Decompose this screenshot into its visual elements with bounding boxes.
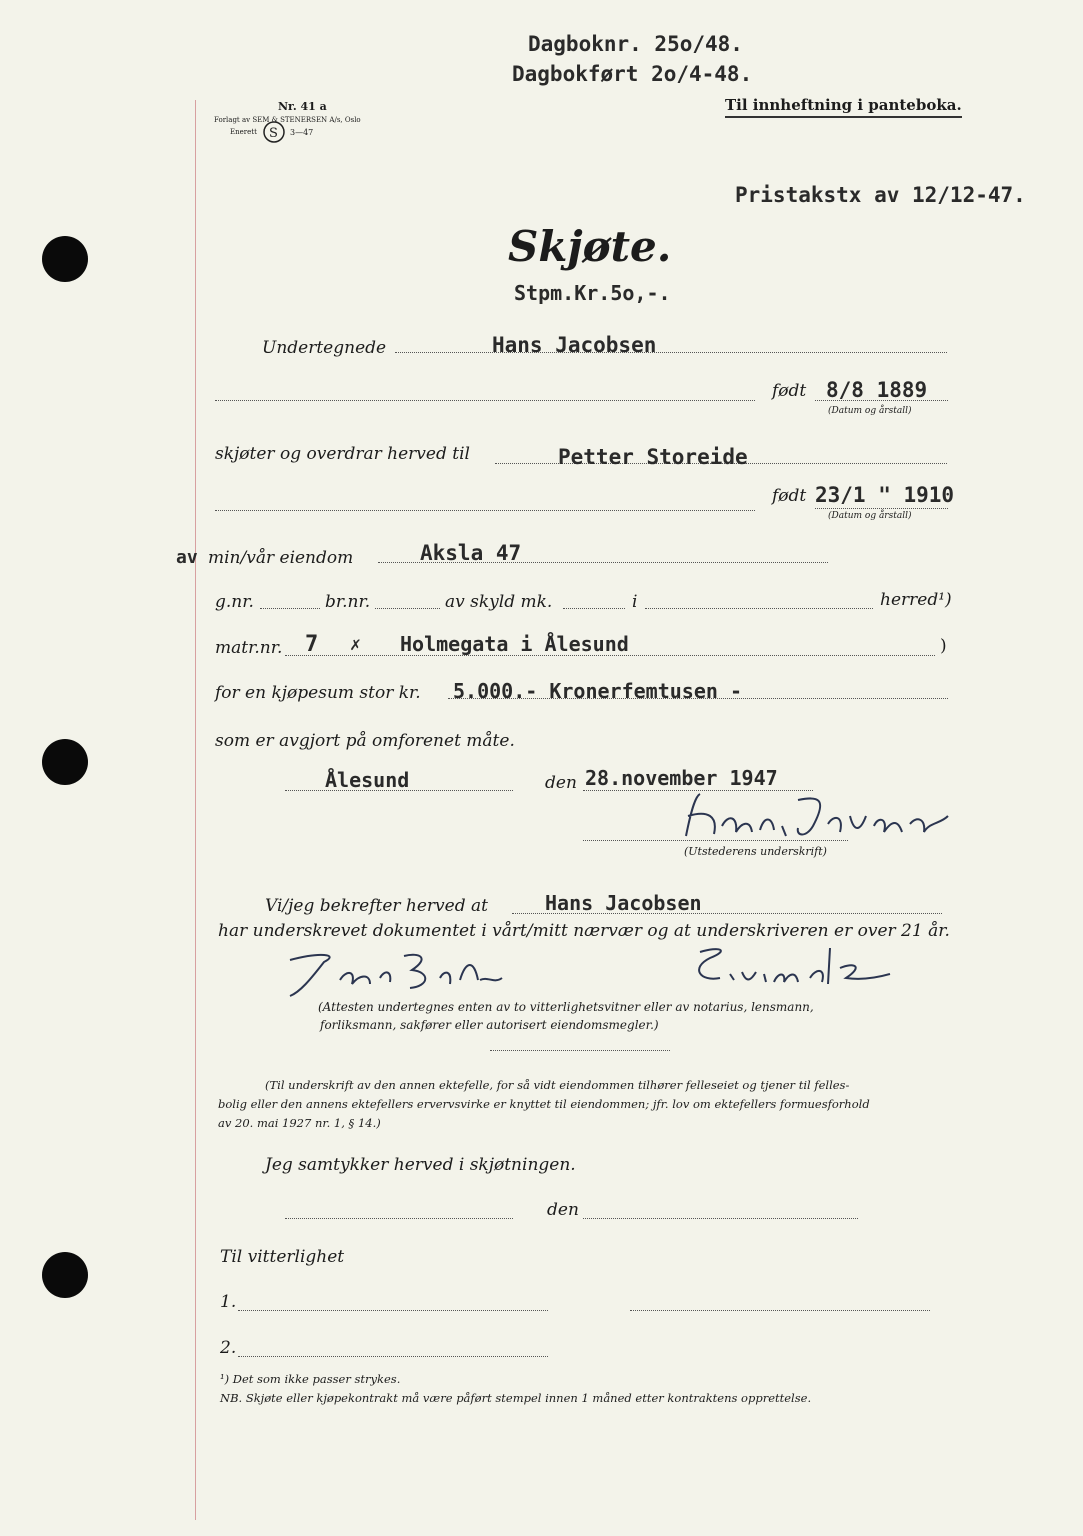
- seller-name: Hans Jacobsen: [492, 333, 657, 357]
- label-kjopesum: for en kjøpesum stor kr.: [215, 683, 421, 703]
- label-undertegnede: Undertegnede: [262, 338, 387, 358]
- line-skyld: [563, 608, 625, 609]
- line-attest: [490, 1050, 670, 1051]
- nb-note: NB. Skjøte eller kjøpekontrakt må være påført stempel innen 1 måned etter kontraktens opprettelse.: [220, 1391, 812, 1405]
- line-witness-2: [238, 1356, 548, 1357]
- attest-note-2: forliksmann, sakfører eller autorisert eiendomsmegler.): [320, 1018, 659, 1032]
- line-buyer-born: [815, 508, 948, 509]
- line-spouse-date: [583, 1218, 858, 1219]
- property-name: Aksla 47: [420, 541, 522, 565]
- purchase-price: 5.000.- Kronerfemtusen -: [453, 679, 742, 703]
- label-fodt-buyer: født: [772, 486, 807, 506]
- label-bekrefter: Vi/jeg bekrefter herved at: [265, 896, 488, 916]
- buyer-born: 23/1 " 1910: [815, 483, 955, 507]
- footnote: ¹) Det som ikke passer strykes.: [220, 1372, 401, 1386]
- line-herred: [645, 608, 873, 609]
- line-gnr: [260, 608, 320, 609]
- label-gnr: g.nr.: [215, 592, 254, 612]
- line-place: [285, 790, 513, 791]
- witness-2-label: 2.: [220, 1338, 237, 1358]
- label-utsteder: (Utstederens underskrift): [684, 845, 827, 858]
- dagboknr-stamp: Dagboknr. 25o/48.: [528, 32, 743, 56]
- label-i: i: [632, 592, 638, 612]
- form-number: Nr. 41 a: [278, 100, 327, 113]
- label-herred: herred¹): [880, 590, 952, 610]
- seller-born: 8/8 1889: [826, 378, 928, 402]
- label-vitterlighet: Til vitterlighet: [220, 1247, 345, 1267]
- property-address: Holmegata i Ålesund: [400, 632, 629, 656]
- exclusive-date: 3—47: [290, 128, 314, 137]
- matr-number: 7: [305, 632, 319, 657]
- punch-hole-1: [42, 236, 88, 282]
- confirmed-person: Hans Jacobsen: [545, 891, 702, 915]
- label-den-2: den: [547, 1200, 579, 1220]
- svg-text:S: S: [269, 126, 278, 141]
- stamp-duty: Stpm.Kr.5o,-.: [514, 281, 671, 305]
- attest-note-1: (Attesten undertegnes enten av to vitterlighetsvitner eller av notarius, lensmann,: [318, 1000, 814, 1014]
- line-seller: [395, 352, 947, 353]
- label-min-var-eiendom: min/vår eiendom: [208, 548, 354, 568]
- close-paren: ): [940, 636, 947, 656]
- line-seller-2: [215, 400, 755, 401]
- av-prefix: av: [176, 547, 198, 568]
- document-title: Skjøte.: [508, 222, 672, 271]
- line-seller-signature: [583, 840, 848, 841]
- line-brnr: [375, 608, 440, 609]
- margin-line: [195, 100, 196, 1520]
- datum-note-2: (Datum og årstall): [828, 511, 912, 521]
- signing-date: 28.november 1947: [585, 766, 778, 790]
- punch-hole-3: [42, 1252, 88, 1298]
- binding-note: Til innheftning i panteboka.: [725, 96, 962, 118]
- publisher: Forlagt av SEM & STENERSEN A/s, Oslo: [214, 116, 361, 124]
- datum-note-1: (Datum og årstall): [828, 406, 912, 416]
- seller-signature: [678, 786, 958, 848]
- witness-signature-1: [280, 940, 510, 1000]
- line-witness-1a: [238, 1310, 548, 1311]
- publisher-logo-icon: [262, 120, 286, 144]
- place: Ålesund: [325, 768, 410, 792]
- ektefelle-note-1: (Til underskrift av den annen ektefelle, for så vidt eiendommen tilhører felleseiet og tjener til felles-: [265, 1078, 850, 1092]
- line-buyer-2: [215, 510, 755, 511]
- line-witness-1b: [630, 1310, 930, 1311]
- label-underskrevet: har underskrevet dokumentet i vårt/mitt nærvær og at underskriveren er over 21 år.: [218, 921, 950, 941]
- label-samtykker: Jeg samtykker herved i skjøtningen.: [265, 1155, 576, 1175]
- label-skyld: av skyld mk.: [445, 592, 553, 612]
- exclusive: Enerett: [230, 128, 257, 136]
- witness-signature-2: [680, 938, 900, 998]
- buyer-name: Petter Storeide: [558, 445, 748, 469]
- witness-1-label: 1.: [220, 1292, 237, 1312]
- price-note: Pristakstx av 12/12-47.: [735, 183, 1026, 207]
- strike-mark: ✗: [350, 634, 361, 655]
- label-brnr: br.nr.: [325, 592, 371, 612]
- label-skjoter: skjøter og overdrar herved til: [215, 444, 470, 464]
- ektefelle-note-3: av 20. mai 1927 nr. 1, § 14.): [218, 1116, 381, 1130]
- label-avgjort: som er avgjort på omforenet måte.: [215, 731, 515, 751]
- label-fodt-seller: født: [772, 381, 807, 401]
- dagbokfort-stamp: Dagbokført 2o/4-48.: [512, 62, 753, 86]
- ektefelle-note-2: bolig eller den annens ektefellers ervervsvirke er knyttet til eiendommen; jfr. lov om ektefellers formuesforhold: [218, 1097, 870, 1111]
- line-spouse-place: [285, 1218, 513, 1219]
- label-matrnr: matr.nr.: [215, 638, 283, 658]
- label-den: den: [545, 773, 577, 793]
- punch-hole-2: [42, 739, 88, 785]
